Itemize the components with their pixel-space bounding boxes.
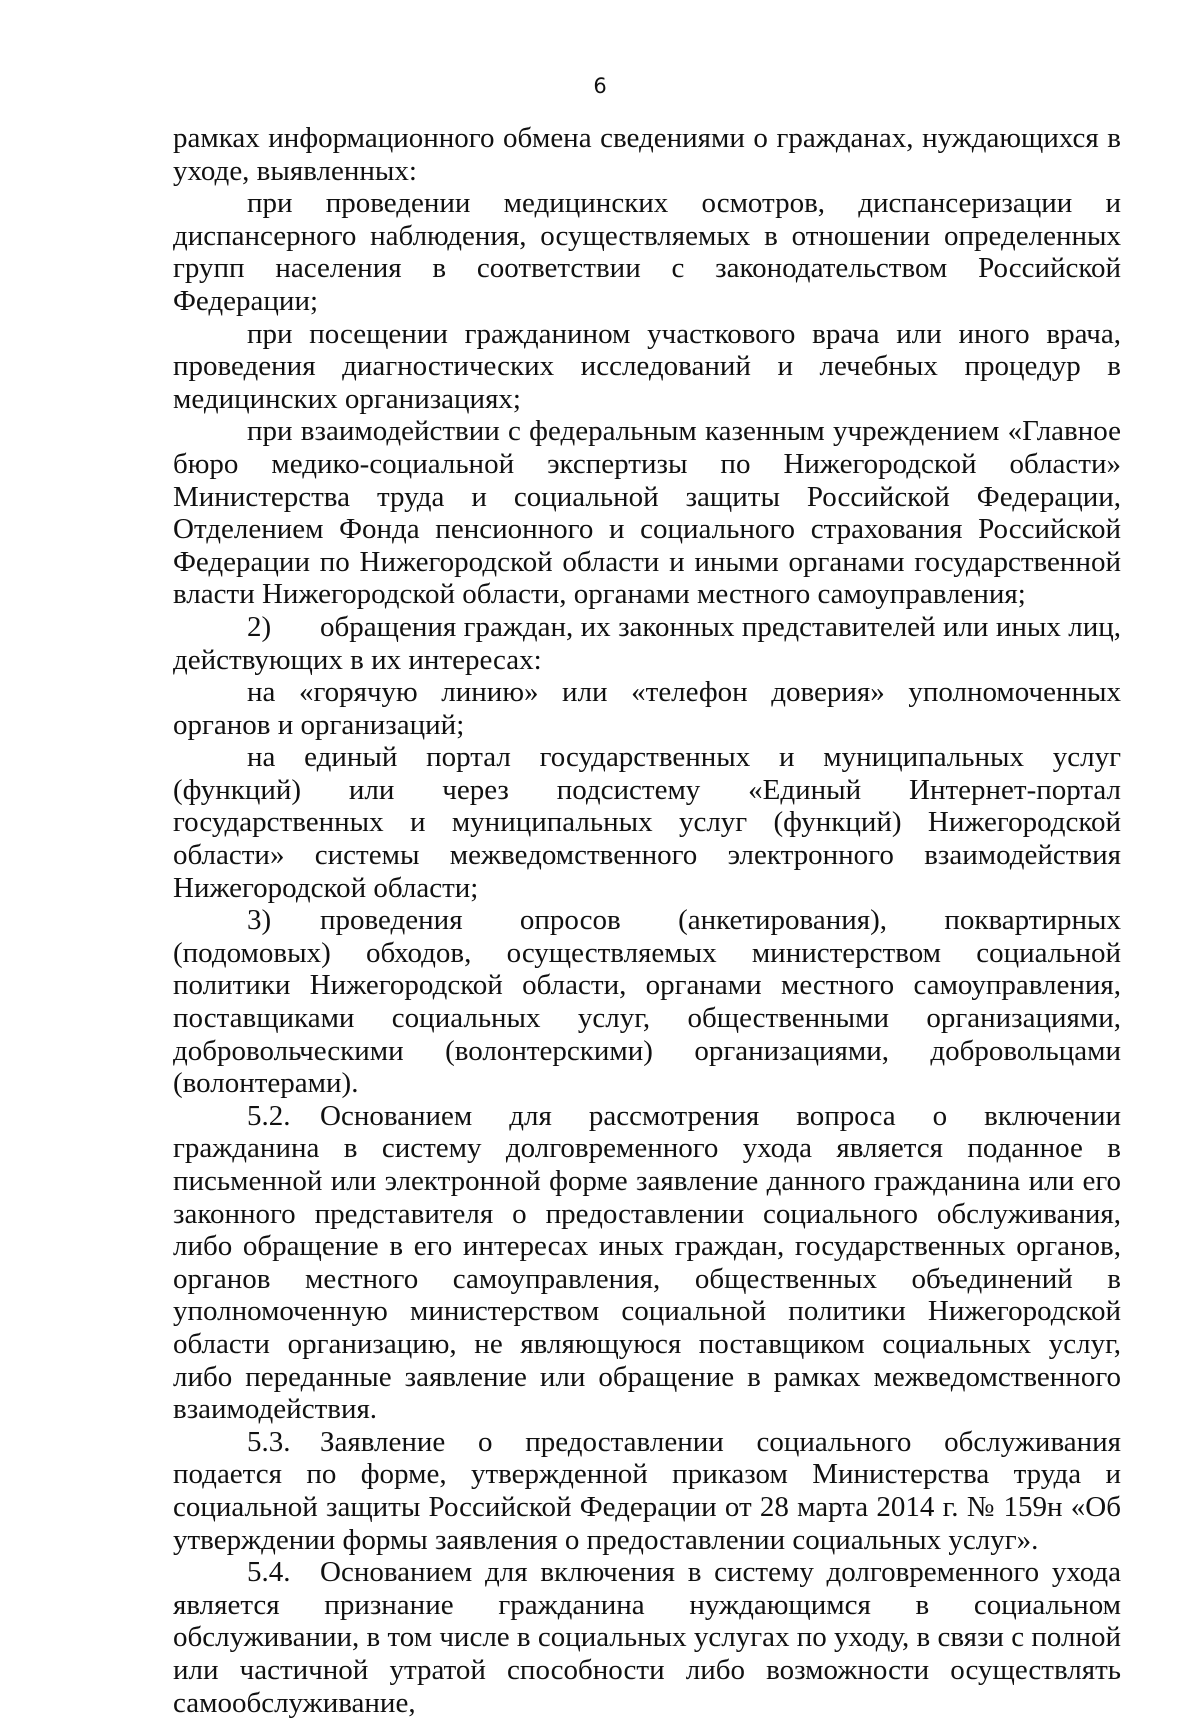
paragraph-6 <box>173 676 1121 741</box>
item-number: 3) <box>247 904 272 937</box>
paragraph-2 <box>173 187 1121 317</box>
paragraph-9 <box>173 1100 1121 1426</box>
paragraph-8 <box>173 904 1121 1100</box>
item-number: 2) <box>247 610 272 643</box>
document-body <box>173 122 1121 1719</box>
page-number: 6 <box>593 74 607 98</box>
paragraph-1 <box>173 122 1121 187</box>
paragraph-3 <box>173 318 1121 416</box>
item-number: 5.4. <box>247 1556 291 1589</box>
paragraph-text: рамках информационного обмена сведениями о гражданах, нуждающихся в уходе, выявленных: <box>173 122 1121 187</box>
paragraph-text: при взаимодействии с федеральным казенным учреждением «Главное бюро медико-социальной экспертизы по Нижегородской области» Министерства труда и социальной защиты Российской Федерации, Отделением Фонда пенсионного и социального страхования Российской Федерации по Нижегородской области и иными органами государственной власти Нижегородской области, органами местного самоуправления; <box>173 415 1121 611</box>
paragraph-text: на единый портал государственных и муниципальных услуг (функций) или через подсистему «Единый Интернет-портал государственных и муниципальных услуг (функций) Нижегородской области» системы межведомственного электронного взаимодействия Нижегородской области; <box>173 741 1121 904</box>
paragraph-text: Заявление о предоставлении социального обслуживания подается по форме, утвержденной приказом Министерства труда и социальной защиты Российской Федерации от 28 марта 2014 г. № 159н «Об утверждении формы заявления о предоставлении социальных услуг». <box>173 1425 1121 1556</box>
paragraph-text: на «горячую линию» или «телефон доверия» уполномоченных органов и организаций; <box>173 676 1121 741</box>
item-number: 5.2. <box>247 1099 291 1132</box>
paragraph-text: при проведении медицинских осмотров, диспансеризации и диспансерного наблюдения, осуществляемых в отношении определенных групп населения в соответствии с законодательством Российской Федерации; <box>173 187 1121 317</box>
paragraph-7 <box>173 741 1121 904</box>
paragraph-text: проведения опросов (анкетирования), поквартирных (подомовых) обходов, осуществляемых министерством социальной политики Нижегородской области, органами местного самоуправления, поставщиками социальных услуг, общественными организациями, добровольческими (волонтерскими) организациями, добровольцами (волонтерами). <box>173 904 1121 1100</box>
paragraph-text: Основанием для включения в систему долговременного ухода является признание гражданина нуждающимся в социальном обслуживании, в том числе в социальных услугах по уходу, в связи с полной или частичной утратой способности либо возможности осуществлять самообслуживание, <box>173 1556 1121 1719</box>
paragraph-text: обращения граждан, их законных представителей или иных лиц, действующих в их интересах: <box>173 610 1121 676</box>
paragraph-11 <box>173 1556 1121 1719</box>
paragraph-5 <box>173 611 1121 676</box>
paragraph-10 <box>173 1426 1121 1556</box>
paragraph-text: Основанием для рассмотрения вопроса о включении гражданина в систему долговременного ухода является поданное в письменной или электронной форме заявление данного гражданина или его законного представителя о предоставлении социального обслуживания, либо обращение в его интересах иных граждан, государственных органов, органов местного самоуправления, общественных объединений в уполномоченную министерством социальной политики Нижегородской области организацию, не являющуюся поставщиком социальных услуг, либо переданные заявление или обращение в рамках межведомственного взаимодействия. <box>173 1099 1121 1426</box>
item-number: 5.3. <box>247 1425 291 1458</box>
paragraph-4 <box>173 415 1121 611</box>
paragraph-text: при посещении гражданином участкового врача или иного врача, проведения диагностических исследований и лечебных процедур в медицинских организациях; <box>173 317 1121 415</box>
